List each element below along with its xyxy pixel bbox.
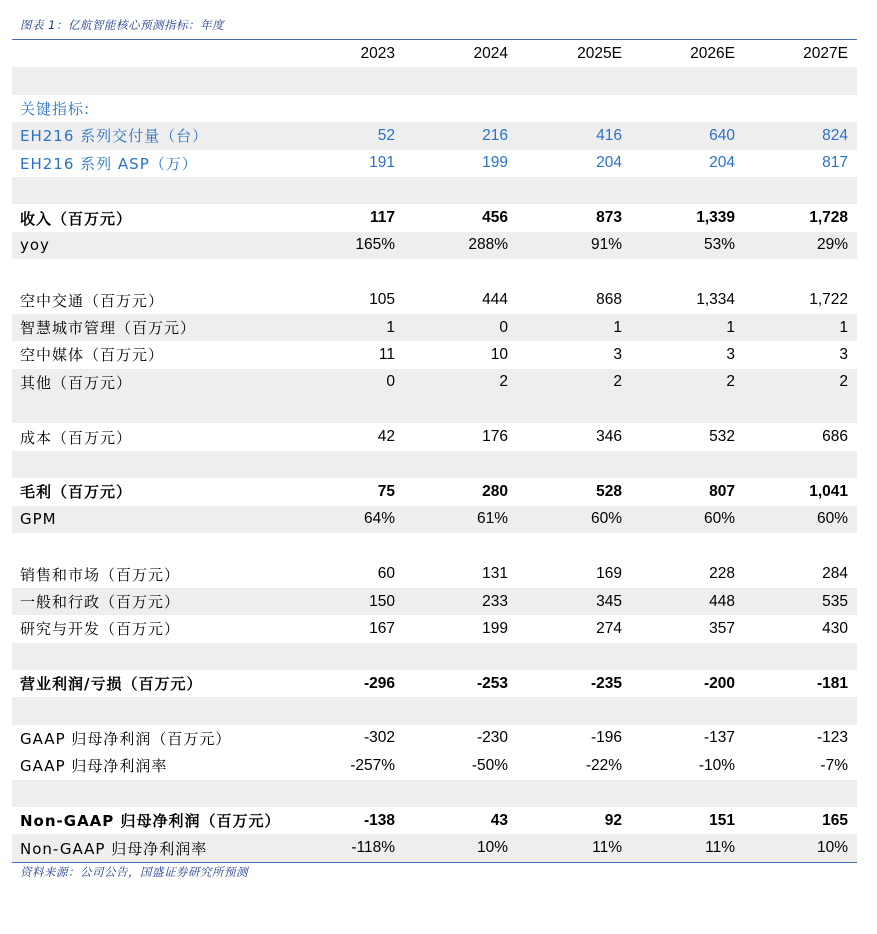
table-cell: 60% <box>703 510 735 528</box>
spacer-row <box>12 697 857 724</box>
table-cell: 1 <box>613 318 622 336</box>
spacer-row <box>12 780 857 807</box>
table-cell: 532 <box>709 428 735 446</box>
table-cell: 528 <box>596 482 622 500</box>
table-cell: 2 <box>839 373 848 391</box>
table-cell: 0 <box>499 318 508 336</box>
table-row <box>12 423 857 450</box>
table-cell: 29% <box>816 236 848 254</box>
table-cell: 11 <box>378 345 395 363</box>
table-row <box>12 314 857 341</box>
table-cell: 824 <box>822 126 848 144</box>
table-cell: 91% <box>590 236 622 254</box>
table-cell: 1 <box>839 318 848 336</box>
row-label: 一般和行政（百万元） <box>20 593 181 611</box>
table-cell: 131 <box>482 565 508 583</box>
table-cell: 3 <box>726 345 735 363</box>
table-cell: 284 <box>822 565 848 583</box>
table-cell: 228 <box>709 565 735 583</box>
table-cell: 233 <box>482 592 508 610</box>
table-cell: -138 <box>363 811 395 829</box>
table-row <box>12 95 857 122</box>
table-cell: 64% <box>363 510 395 528</box>
column-header: 2024 <box>473 44 508 62</box>
figure-caption: 图表 1：亿航智能核心预测指标：年度 <box>20 18 224 32</box>
row-label: GPM <box>20 510 57 529</box>
table-cell: 61% <box>476 510 508 528</box>
table-cell: 53% <box>703 236 735 254</box>
table-cell: 640 <box>709 126 735 144</box>
table-cell: 288% <box>468 236 508 254</box>
row-label: 其他（百万元） <box>20 373 133 392</box>
table-cell: 10% <box>476 839 508 857</box>
row-label: 销售和市场（百万元） <box>20 565 181 584</box>
table-cell: -118% <box>351 839 395 857</box>
spacer-row <box>12 67 857 94</box>
table-cell: 117 <box>369 209 395 227</box>
table-row <box>12 834 857 861</box>
forecast-table <box>12 39 857 863</box>
row-label: EH216 系列交付量（台） <box>20 127 209 146</box>
table-cell: -137 <box>703 729 735 747</box>
table-cell: -253 <box>476 674 508 692</box>
row-label: 智慧城市管理（百万元） <box>20 319 197 338</box>
table-cell: 346 <box>596 428 622 446</box>
table-cell: 204 <box>596 154 622 172</box>
row-label: 毛利（百万元） <box>20 483 133 502</box>
table-cell: -123 <box>816 729 848 747</box>
table-row <box>12 232 857 259</box>
table-row <box>12 287 857 314</box>
table-cell: 817 <box>822 154 848 172</box>
table-row <box>12 752 857 779</box>
table-cell: 204 <box>709 154 735 172</box>
table-cell: 10 <box>490 345 508 363</box>
table-cell: 10% <box>816 839 848 857</box>
table-cell: 274 <box>596 619 622 637</box>
table-cell: 60% <box>816 510 848 528</box>
table-row <box>12 150 857 177</box>
table-cell: 1,041 <box>809 482 848 500</box>
table-cell: -235 <box>590 674 622 692</box>
table-cell: 430 <box>822 619 848 637</box>
table-cell: 2 <box>499 373 508 391</box>
table-cell: 42 <box>377 428 395 446</box>
table-cell: 52 <box>377 126 395 144</box>
table-cell: 357 <box>709 619 735 637</box>
row-label: Non-GAAP 归母净利润率 <box>20 839 208 858</box>
table-row <box>12 725 857 752</box>
column-header: 2023 <box>360 44 395 62</box>
row-label: 收入（百万元） <box>20 209 133 228</box>
row-label: yoy <box>20 236 50 255</box>
row-label: 关键指标: <box>20 99 91 118</box>
table-cell: 686 <box>822 428 848 446</box>
table-cell: 456 <box>482 209 508 227</box>
table-cell: 1,339 <box>696 209 735 227</box>
table-cell: 807 <box>709 482 735 500</box>
table-row <box>12 560 857 587</box>
table-cell: -181 <box>816 674 848 692</box>
table-cell: 1,334 <box>696 291 735 309</box>
row-label: EH216 系列 ASP（万） <box>20 154 198 173</box>
table-header-row <box>12 40 857 67</box>
table-cell: 1,728 <box>809 209 848 227</box>
table-cell: 165 <box>822 811 848 829</box>
table-cell: -296 <box>363 674 395 692</box>
table-cell: 43 <box>490 811 508 829</box>
table-cell: 2 <box>726 373 735 391</box>
table-row <box>12 369 857 396</box>
table-cell: 416 <box>596 126 622 144</box>
table-cell: 176 <box>482 428 508 446</box>
table-cell: 280 <box>482 482 508 500</box>
row-label: GAAP 归母净利润率 <box>20 757 168 776</box>
table-cell: 444 <box>482 291 508 309</box>
table-cell: 169 <box>596 565 622 583</box>
column-header: 2026E <box>690 44 735 62</box>
source-note: 资料来源：公司公告，国盛证券研究所预测 <box>20 865 248 879</box>
table-cell: 1,722 <box>809 291 848 309</box>
spacer-row <box>12 451 857 478</box>
table-cell: -50% <box>471 756 508 774</box>
table-cell: 1 <box>386 318 395 336</box>
row-label: 营业利润/亏损（百万元） <box>20 675 203 694</box>
table-row <box>12 670 857 697</box>
table-cell: -302 <box>363 729 395 747</box>
spacer-row <box>12 177 857 204</box>
table-cell: 3 <box>839 345 848 363</box>
table-cell: 11% <box>705 839 735 857</box>
table-cell: 216 <box>482 126 508 144</box>
column-header: 2025E <box>577 44 622 62</box>
table-cell: 151 <box>709 811 735 829</box>
table-cell: -7% <box>820 756 848 774</box>
table-row <box>12 588 857 615</box>
row-label: Non-GAAP 归母净利润（百万元） <box>20 812 281 831</box>
table-cell: 165% <box>355 236 395 254</box>
table-cell: 105 <box>369 291 395 309</box>
table-row <box>12 122 857 149</box>
table-cell: 2 <box>613 373 622 391</box>
spacer-row <box>12 533 857 560</box>
row-label: 研究与开发（百万元） <box>20 620 181 639</box>
spacer-row <box>12 396 857 423</box>
table-cell: 535 <box>822 592 848 610</box>
table-cell: 345 <box>596 592 622 610</box>
table-cell: 150 <box>369 592 395 610</box>
row-label: 空中交通（百万元） <box>20 291 165 310</box>
table-cell: 167 <box>369 619 395 637</box>
table-cell: 873 <box>596 209 622 227</box>
table-cell: 11% <box>592 839 622 857</box>
table-cell: -257% <box>350 756 395 774</box>
table-row <box>12 615 857 642</box>
row-label: 成本（百万元） <box>20 428 133 447</box>
table-cell: -200 <box>703 674 735 692</box>
table-cell: -10% <box>698 756 735 774</box>
row-label: 空中媒体（百万元） <box>20 346 165 365</box>
table-row <box>12 478 857 505</box>
table-cell: 60 <box>377 565 395 583</box>
table-cell: -22% <box>585 756 622 774</box>
table-cell: 199 <box>482 154 508 172</box>
table-row <box>12 807 857 834</box>
table-cell: -196 <box>590 729 622 747</box>
table-cell: 75 <box>377 482 395 500</box>
table-cell: 199 <box>482 619 508 637</box>
column-header: 2027E <box>803 44 848 62</box>
spacer-row <box>12 643 857 670</box>
table-cell: 92 <box>604 811 622 829</box>
table-cell: 448 <box>709 592 735 610</box>
table-cell: 191 <box>369 154 395 172</box>
table-cell: 1 <box>726 318 735 336</box>
spacer-row <box>12 259 857 286</box>
table-row <box>12 341 857 368</box>
table-cell: 60% <box>590 510 622 528</box>
table-cell: 0 <box>386 373 395 391</box>
table-row <box>12 506 857 533</box>
table-cell: 868 <box>596 291 622 309</box>
table-cell: -230 <box>476 729 508 747</box>
row-label: GAAP 归母净利润（百万元） <box>20 729 232 748</box>
table-row <box>12 204 857 231</box>
table-cell: 3 <box>613 345 622 363</box>
